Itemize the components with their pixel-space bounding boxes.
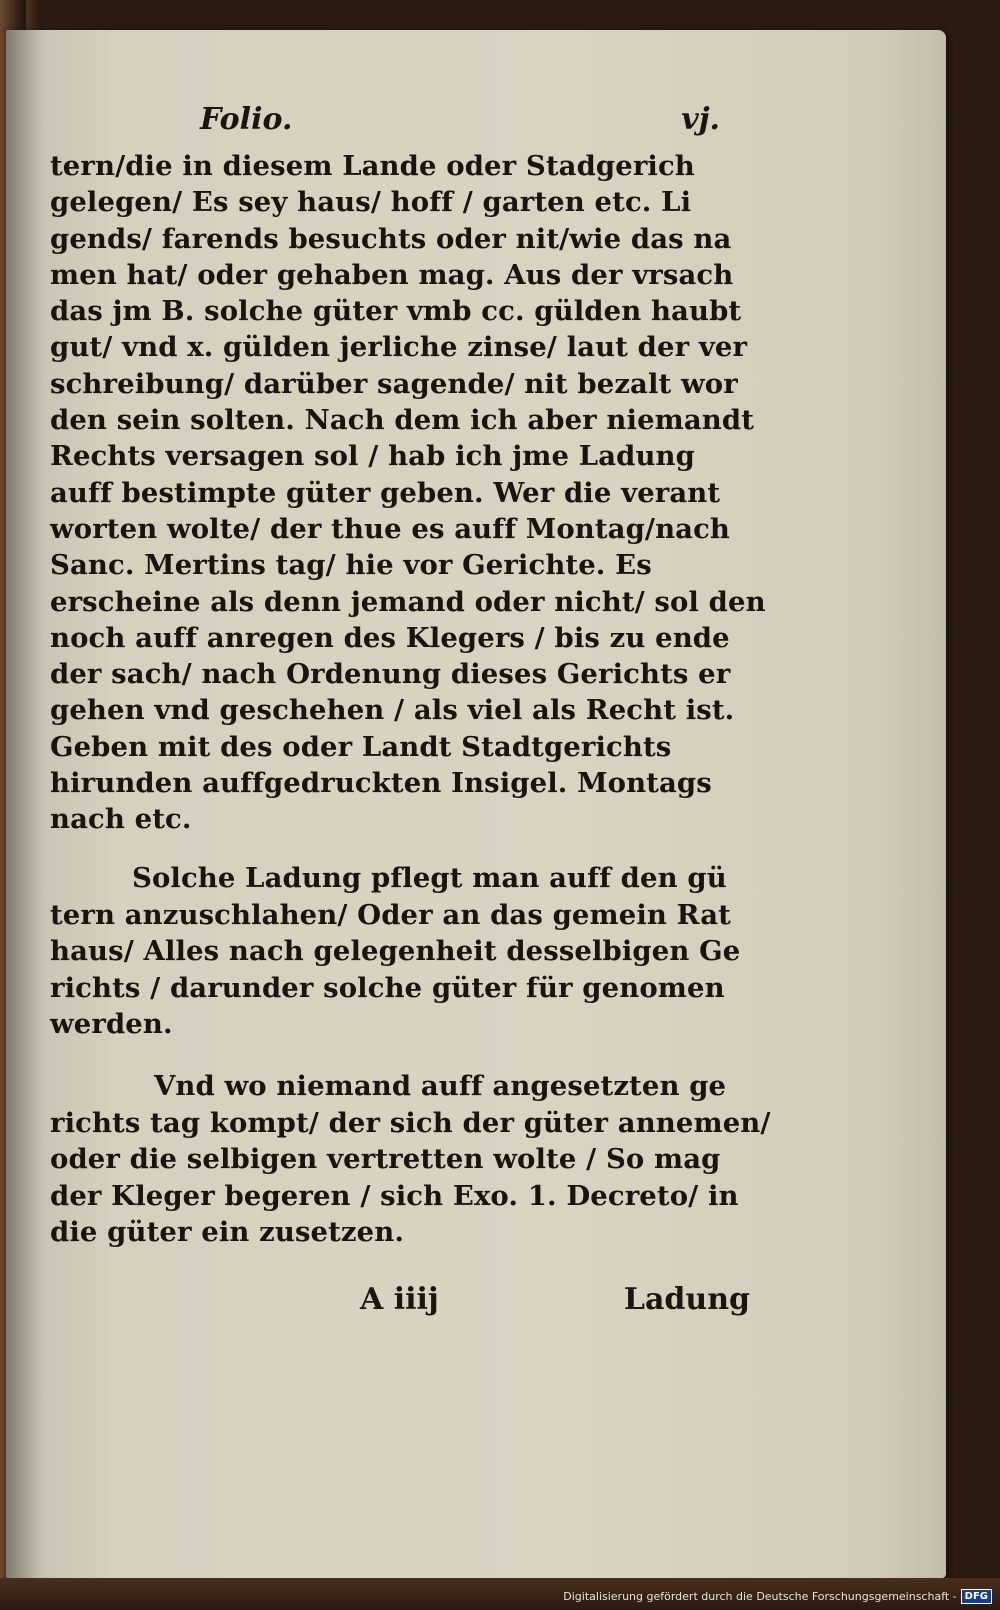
text-line: schreibung/ darüber sagende/ nit bezalt wor bbox=[50, 367, 738, 400]
text-line: Vnd wo niemand auff angesetzten ge bbox=[154, 1070, 727, 1102]
digitization-credit bbox=[563, 1589, 992, 1604]
text-line: erscheine als denn jemand oder nicht/ sol den bbox=[50, 585, 766, 618]
paragraph-3 bbox=[50, 1068, 771, 1251]
catchword: Ladung bbox=[623, 1282, 750, 1317]
text-line: das jm B. solche güter vmb cc. gülden haubt bbox=[50, 295, 742, 328]
text-line: worten wolte/ der thue es auff Montag/nach bbox=[50, 512, 731, 545]
text-line: hirunden auffgedruckten Insigel. Montags bbox=[50, 767, 712, 800]
text-line: nach etc. bbox=[50, 803, 192, 836]
signature-mark: A iiij bbox=[360, 1282, 439, 1317]
page-footer bbox=[360, 1282, 750, 1317]
text-line: Geben mit des oder Landt Stadtgerichts bbox=[50, 730, 672, 763]
text-line: tern/die in diesem Lande oder Stadgerich bbox=[50, 150, 695, 182]
text-line: die güter ein zusetzen. bbox=[50, 1216, 405, 1248]
dfg-logo: DFG bbox=[961, 1589, 992, 1604]
paragraph-1 bbox=[50, 148, 766, 838]
paragraph-2 bbox=[50, 860, 750, 1043]
text-line: oder die selbigen vertretten wolte / So mag bbox=[50, 1143, 721, 1175]
text-line: richts tag kompt/ der sich der güter annemen/ bbox=[50, 1106, 771, 1139]
text-line: der Kleger begeren / sich Exo. 1. Decreto/ in bbox=[50, 1179, 739, 1212]
text-line: noch auff anregen des Klegers / bis zu ende bbox=[50, 621, 730, 654]
text-line: men hat/ oder gehaben mag. Aus der vrsach bbox=[50, 258, 734, 291]
text-line: gends/ farends besuchts oder nit/wie das na bbox=[50, 222, 732, 255]
text-line: werden. bbox=[50, 1008, 173, 1040]
running-head-left: Folio. bbox=[200, 102, 293, 137]
text-line: richts / darunder solche güter für genomen bbox=[50, 971, 725, 1004]
text-line: gut/ vnd x. gülden jerliche zinse/ laut der ver bbox=[50, 331, 748, 364]
text-line: auff bestimpte güter geben. Wer die verant bbox=[50, 476, 721, 509]
text-line: tern anzuschlahen/ Oder an das gemein Rat bbox=[50, 898, 731, 931]
text-line: haus/ Alles nach gelegenheit desselbigen Ge bbox=[50, 935, 741, 967]
text-line: gelegen/ Es sey haus/ hoff / garten etc. Li bbox=[50, 186, 692, 219]
text-line: der sach/ nach Ordenung dieses Gerichts er bbox=[50, 658, 731, 691]
text-line: Sanc. Mertins tag/ hie vor Gerichte. Es bbox=[50, 549, 652, 582]
text-line: gehen vnd geschehen / als viel als Recht ist. bbox=[50, 694, 735, 727]
text-line: Solche Ladung pflegt man auff den gü bbox=[132, 862, 727, 894]
folio-number: vj. bbox=[681, 102, 720, 137]
running-head bbox=[200, 102, 720, 137]
text-line: den sein solten. Nach dem ich aber niemandt bbox=[50, 404, 755, 437]
text-line: Rechts versagen sol / hab ich jme Ladung bbox=[50, 440, 695, 473]
credit-text: Digitalisierung gefördert durch die Deutsche Forschungsgemeinschaft - bbox=[563, 1590, 957, 1603]
